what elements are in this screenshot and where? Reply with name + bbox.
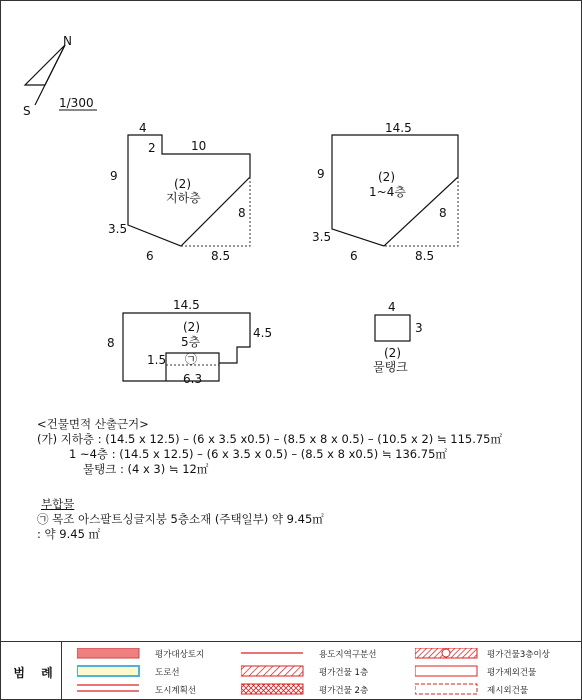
calc-row-floors: 1 ~4층 : (14.5 x 12.5) – (6 x 3.5 x 0.5) – (8.5 x 8 x0.5) ≒ 136.75㎡ bbox=[69, 447, 447, 461]
legend-item-floor3: 평가건물3층이상 bbox=[487, 650, 550, 660]
south-label: S bbox=[23, 104, 31, 118]
floor5-floor: 5층 bbox=[181, 335, 201, 349]
floors-floor: 1~4층 bbox=[369, 185, 406, 199]
calc-row-tank: 물탱크 : (4 x 3) ≒ 12㎡ bbox=[83, 462, 209, 476]
annex-row-2: : 약 9.45 ㎡ bbox=[37, 527, 101, 541]
dim-basement-left: 9 bbox=[110, 169, 118, 183]
dim-floors-left-low: 3.5 bbox=[312, 230, 332, 244]
legend-item-land: 평가대상토지 bbox=[155, 650, 205, 660]
scale-label: 1/300 bbox=[59, 96, 94, 110]
legend-swatches-col3 bbox=[415, 648, 479, 698]
north-label: N bbox=[63, 34, 72, 48]
dim-tank-right: 3 bbox=[415, 321, 423, 335]
calc-heading: <건물면적 산출근거> bbox=[37, 417, 149, 431]
annex-row-1: ㉠ 목조 아스팔트싱글지붕 5층소재 (주택일부) 약 9.45㎡ bbox=[37, 512, 324, 526]
floor5-count: (2) bbox=[183, 320, 200, 334]
floor5-marker: ㉠ bbox=[185, 352, 198, 366]
tank-name: 물탱크 bbox=[373, 360, 408, 374]
dim-basement-right: 8 bbox=[238, 206, 246, 220]
dim-floor5-left: 8 bbox=[107, 336, 115, 350]
legend-swatches-col1 bbox=[77, 648, 141, 698]
legend-item-extra: 제시외건물 bbox=[487, 686, 529, 696]
floor1-swatch-icon bbox=[241, 666, 303, 676]
legend-item-road: 도로선 bbox=[155, 668, 180, 678]
annex-heading: 부합물 bbox=[41, 497, 75, 511]
excluded-swatch-icon bbox=[415, 666, 477, 676]
land-swatch-icon bbox=[77, 648, 139, 658]
legend-swatches-col2 bbox=[241, 648, 305, 698]
tank-plan bbox=[373, 300, 423, 374]
dim-basement-notch: 2 bbox=[148, 141, 156, 155]
legend bbox=[1, 641, 581, 700]
basement-floor: 지하층 bbox=[166, 191, 201, 205]
floors-count: (2) bbox=[378, 170, 395, 184]
dim-floor5-top: 14.5 bbox=[173, 298, 200, 312]
dim-floor5-inner-bottom: 6.3 bbox=[183, 372, 203, 386]
road-swatch-icon bbox=[77, 666, 139, 676]
floor-plan-drawing bbox=[1, 1, 582, 411]
legend-title: 범 례 bbox=[11, 642, 62, 700]
legend-item-excluded: 평가제외건물 bbox=[487, 668, 537, 678]
dim-floors-left: 9 bbox=[317, 167, 325, 181]
legend-item-zone-line: 용도지역구분선 bbox=[319, 650, 377, 660]
extra-building-swatch-icon bbox=[415, 684, 477, 694]
dim-floors-right: 8 bbox=[439, 206, 447, 220]
dim-floors-bottom-right: 8.5 bbox=[415, 249, 435, 263]
annex-section bbox=[37, 497, 557, 542]
dim-basement-bottom-right: 8.5 bbox=[211, 249, 231, 263]
area-calculation bbox=[37, 417, 557, 477]
dim-basement-left-low: 3.5 bbox=[108, 222, 128, 236]
legend-item-plan-line: 도시계획선 bbox=[155, 686, 197, 696]
basement-plan bbox=[108, 121, 250, 263]
dim-basement-bottom-left: 6 bbox=[146, 249, 154, 263]
dim-floor5-inner-left: 1.5 bbox=[147, 353, 167, 367]
basement-count: (2) bbox=[174, 177, 191, 191]
floor2-swatch-icon bbox=[241, 684, 303, 694]
floors-1-4-plan bbox=[312, 121, 458, 263]
calc-row-basement: (가) 지하층 : (14.5 x 12.5) – (6 x 3.5 x0.5) – (8.5 x 8 x 0.5) – (10.5 x 2) ≒ 115.75㎡ bbox=[37, 432, 502, 446]
dim-floor5-right: 4.5 bbox=[253, 326, 273, 340]
floor-5-plan bbox=[107, 298, 272, 386]
legend-item-floor1: 평가건물 1층 bbox=[319, 668, 369, 678]
dim-tank-top: 4 bbox=[388, 300, 396, 314]
dim-basement-top-right: 10 bbox=[191, 139, 207, 153]
dim-floors-bottom-left: 6 bbox=[350, 249, 358, 263]
tank-count: (2) bbox=[384, 346, 401, 360]
dim-basement-top-small: 4 bbox=[139, 121, 147, 135]
legend-item-floor2: 평가건물 2층 bbox=[319, 686, 369, 696]
dim-floors-top: 14.5 bbox=[385, 121, 412, 135]
